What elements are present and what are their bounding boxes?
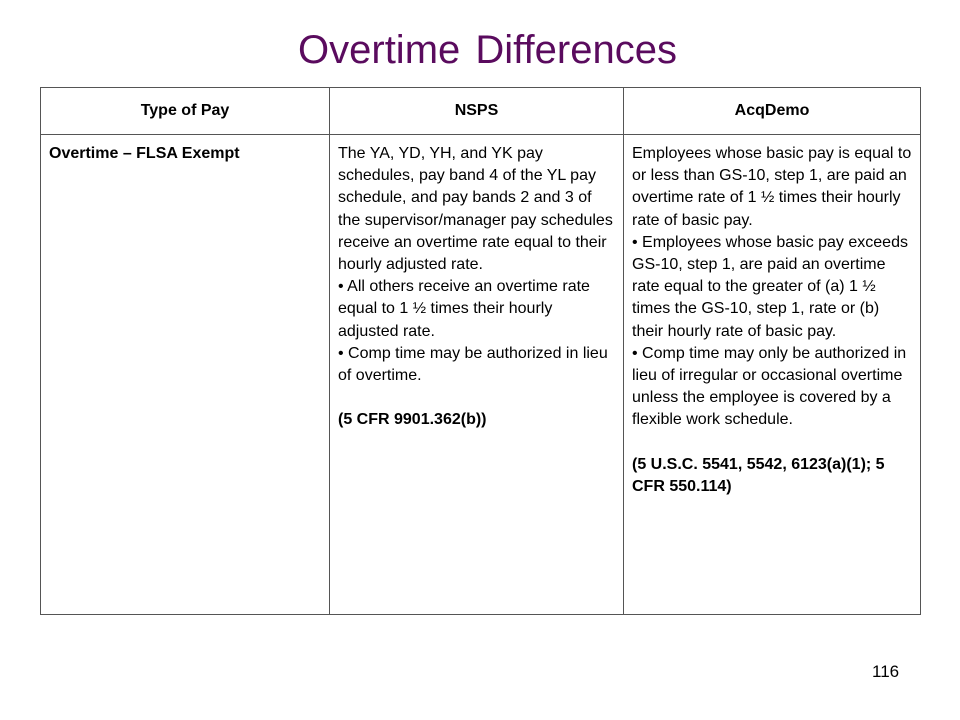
acqdemo-citation: (5 U.S.C. 5541, 5542, 6123(a)(1); 5 CFR 550.114) <box>632 455 885 495</box>
acqdemo-paragraph: • Employees whose basic pay exceeds GS-10, step 1, are paid an overtime rate equal to the greater of (a) 1 ½ times the GS-10, step 1, rate or (b) their hourly rate of basic pay. <box>632 233 908 340</box>
header-type-of-pay: Type of Pay <box>41 88 330 135</box>
header-nsps: NSPS <box>330 88 624 135</box>
page-number: 116 <box>872 662 900 681</box>
row-label: Overtime – FLSA Exempt <box>41 135 330 615</box>
slide-title: Overtime Differences <box>298 28 677 72</box>
table-row <box>41 135 921 615</box>
nsps-paragraph: • Comp time may be authorized in lieu of overtime. <box>338 344 608 385</box>
comparison-table <box>40 87 921 615</box>
nsps-cell <box>330 135 624 615</box>
nsps-citation: (5 CFR 9901.362(b)) <box>338 411 487 429</box>
acqdemo-paragraph: • Comp time may only be authorized in lieu of irregular or occasional overtime unless the employee is covered by a flexible work schedule. <box>632 344 907 429</box>
acqdemo-cell <box>624 135 921 615</box>
nsps-paragraph: • All others receive an overtime rate equal to 1 ½ times their hourly adjusted rate. <box>338 278 590 340</box>
table-header-row <box>41 88 921 135</box>
nsps-paragraph: The YA, YD, YH, and YK pay schedules, pay band 4 of the YL pay schedule, and pay bands 2 and 3 of the supervisor/manager pay schedules receive an overtime rate equal to their hourly adjusted rate. <box>338 145 613 274</box>
header-acqdemo: AcqDemo <box>624 88 921 135</box>
acqdemo-paragraph: Employees whose basic pay is equal to or less than GS-10, step 1, are paid an overtime rate of 1 ½ times their hourly rate of basic pay. <box>632 145 912 229</box>
